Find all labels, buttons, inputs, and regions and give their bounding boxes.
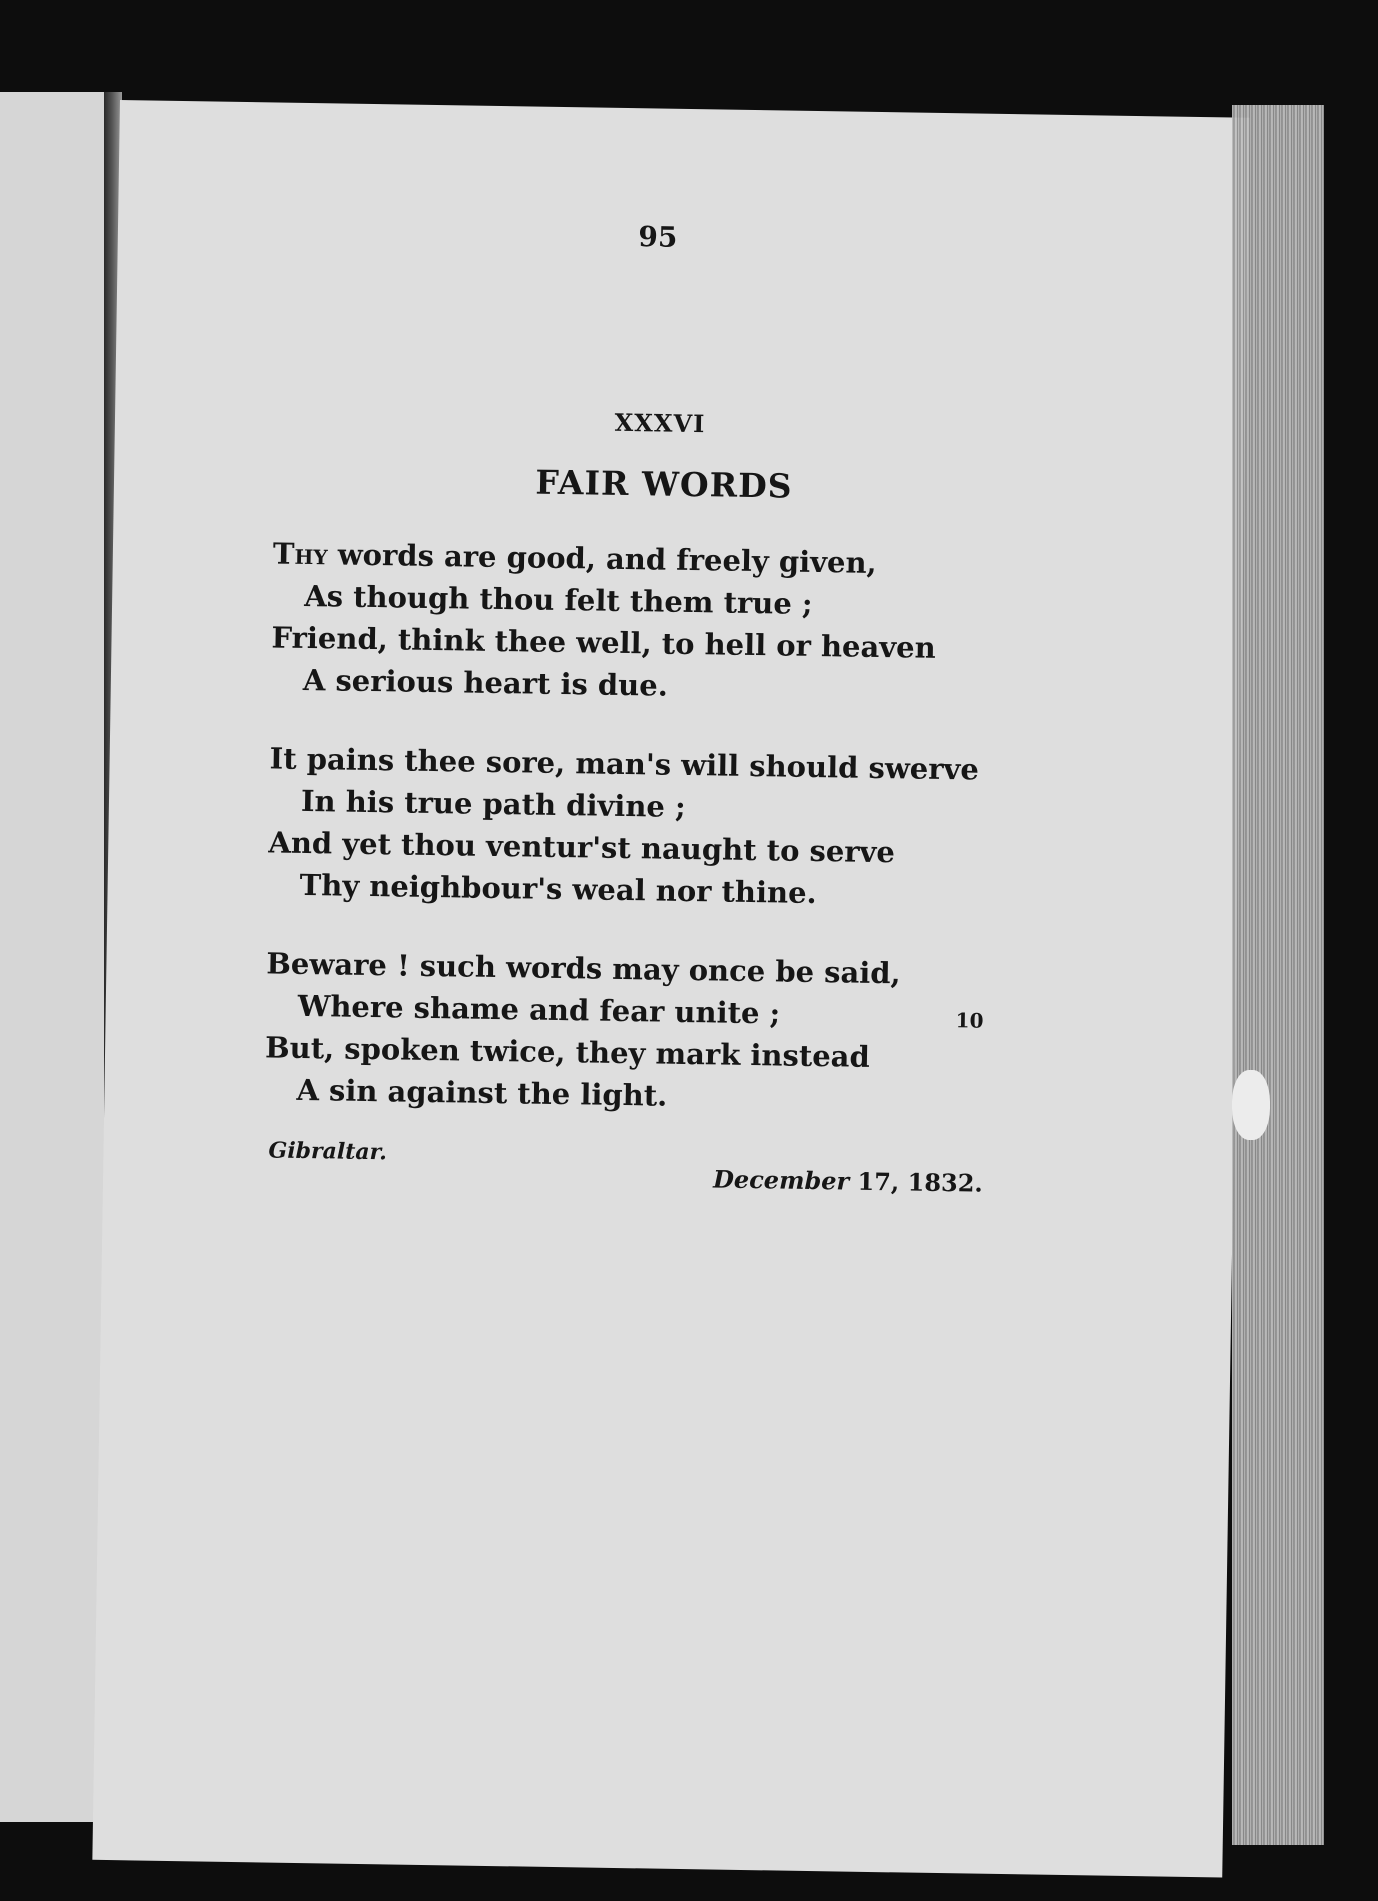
poem-line: And yet thou ventur'st naught to serve <box>268 825 896 870</box>
page <box>92 100 1250 1878</box>
poem-line: As though thou felt them true ; <box>303 578 813 621</box>
date-signature <box>713 1164 983 1197</box>
poem-line: But, spoken twice, they mark instead <box>264 1030 871 1074</box>
poem-line: Beware ! such words may once be said, <box>266 946 901 991</box>
poem-line: It pains thee sore, man's will should swerve <box>269 741 980 787</box>
stanza-3 <box>264 942 967 1121</box>
stanza-2 <box>267 737 980 916</box>
date-numbers: 17, 1832. <box>848 1166 984 1198</box>
poem-line: Friend, think thee well, to hell or heaven <box>271 620 936 665</box>
stanza-1 <box>271 532 974 711</box>
poem-line: A serious heart is due. <box>302 662 669 703</box>
line-text: words are good, and freely given, <box>327 537 877 580</box>
poem-line: Where shame and fear unite ; <box>297 988 781 1031</box>
place-signature: Gibraltar. <box>268 1137 388 1166</box>
paper-damage-spot <box>1232 1070 1270 1140</box>
left-page-edge <box>0 92 108 1822</box>
poem-number: XXXVI <box>614 407 706 439</box>
poem-line: In his true path divine ; <box>300 783 686 824</box>
poem-line: Thy neighbour's weal nor thine. <box>299 867 817 911</box>
date-month: December <box>712 1164 850 1196</box>
poem-title: FAIR WORDS <box>535 462 793 506</box>
line-number-marker: 10 <box>955 1008 984 1033</box>
first-word: Thy <box>272 536 328 572</box>
page-number: 95 <box>638 220 678 254</box>
poem-line: A sin against the light. <box>296 1072 668 1113</box>
page-fore-edge <box>1232 105 1324 1845</box>
